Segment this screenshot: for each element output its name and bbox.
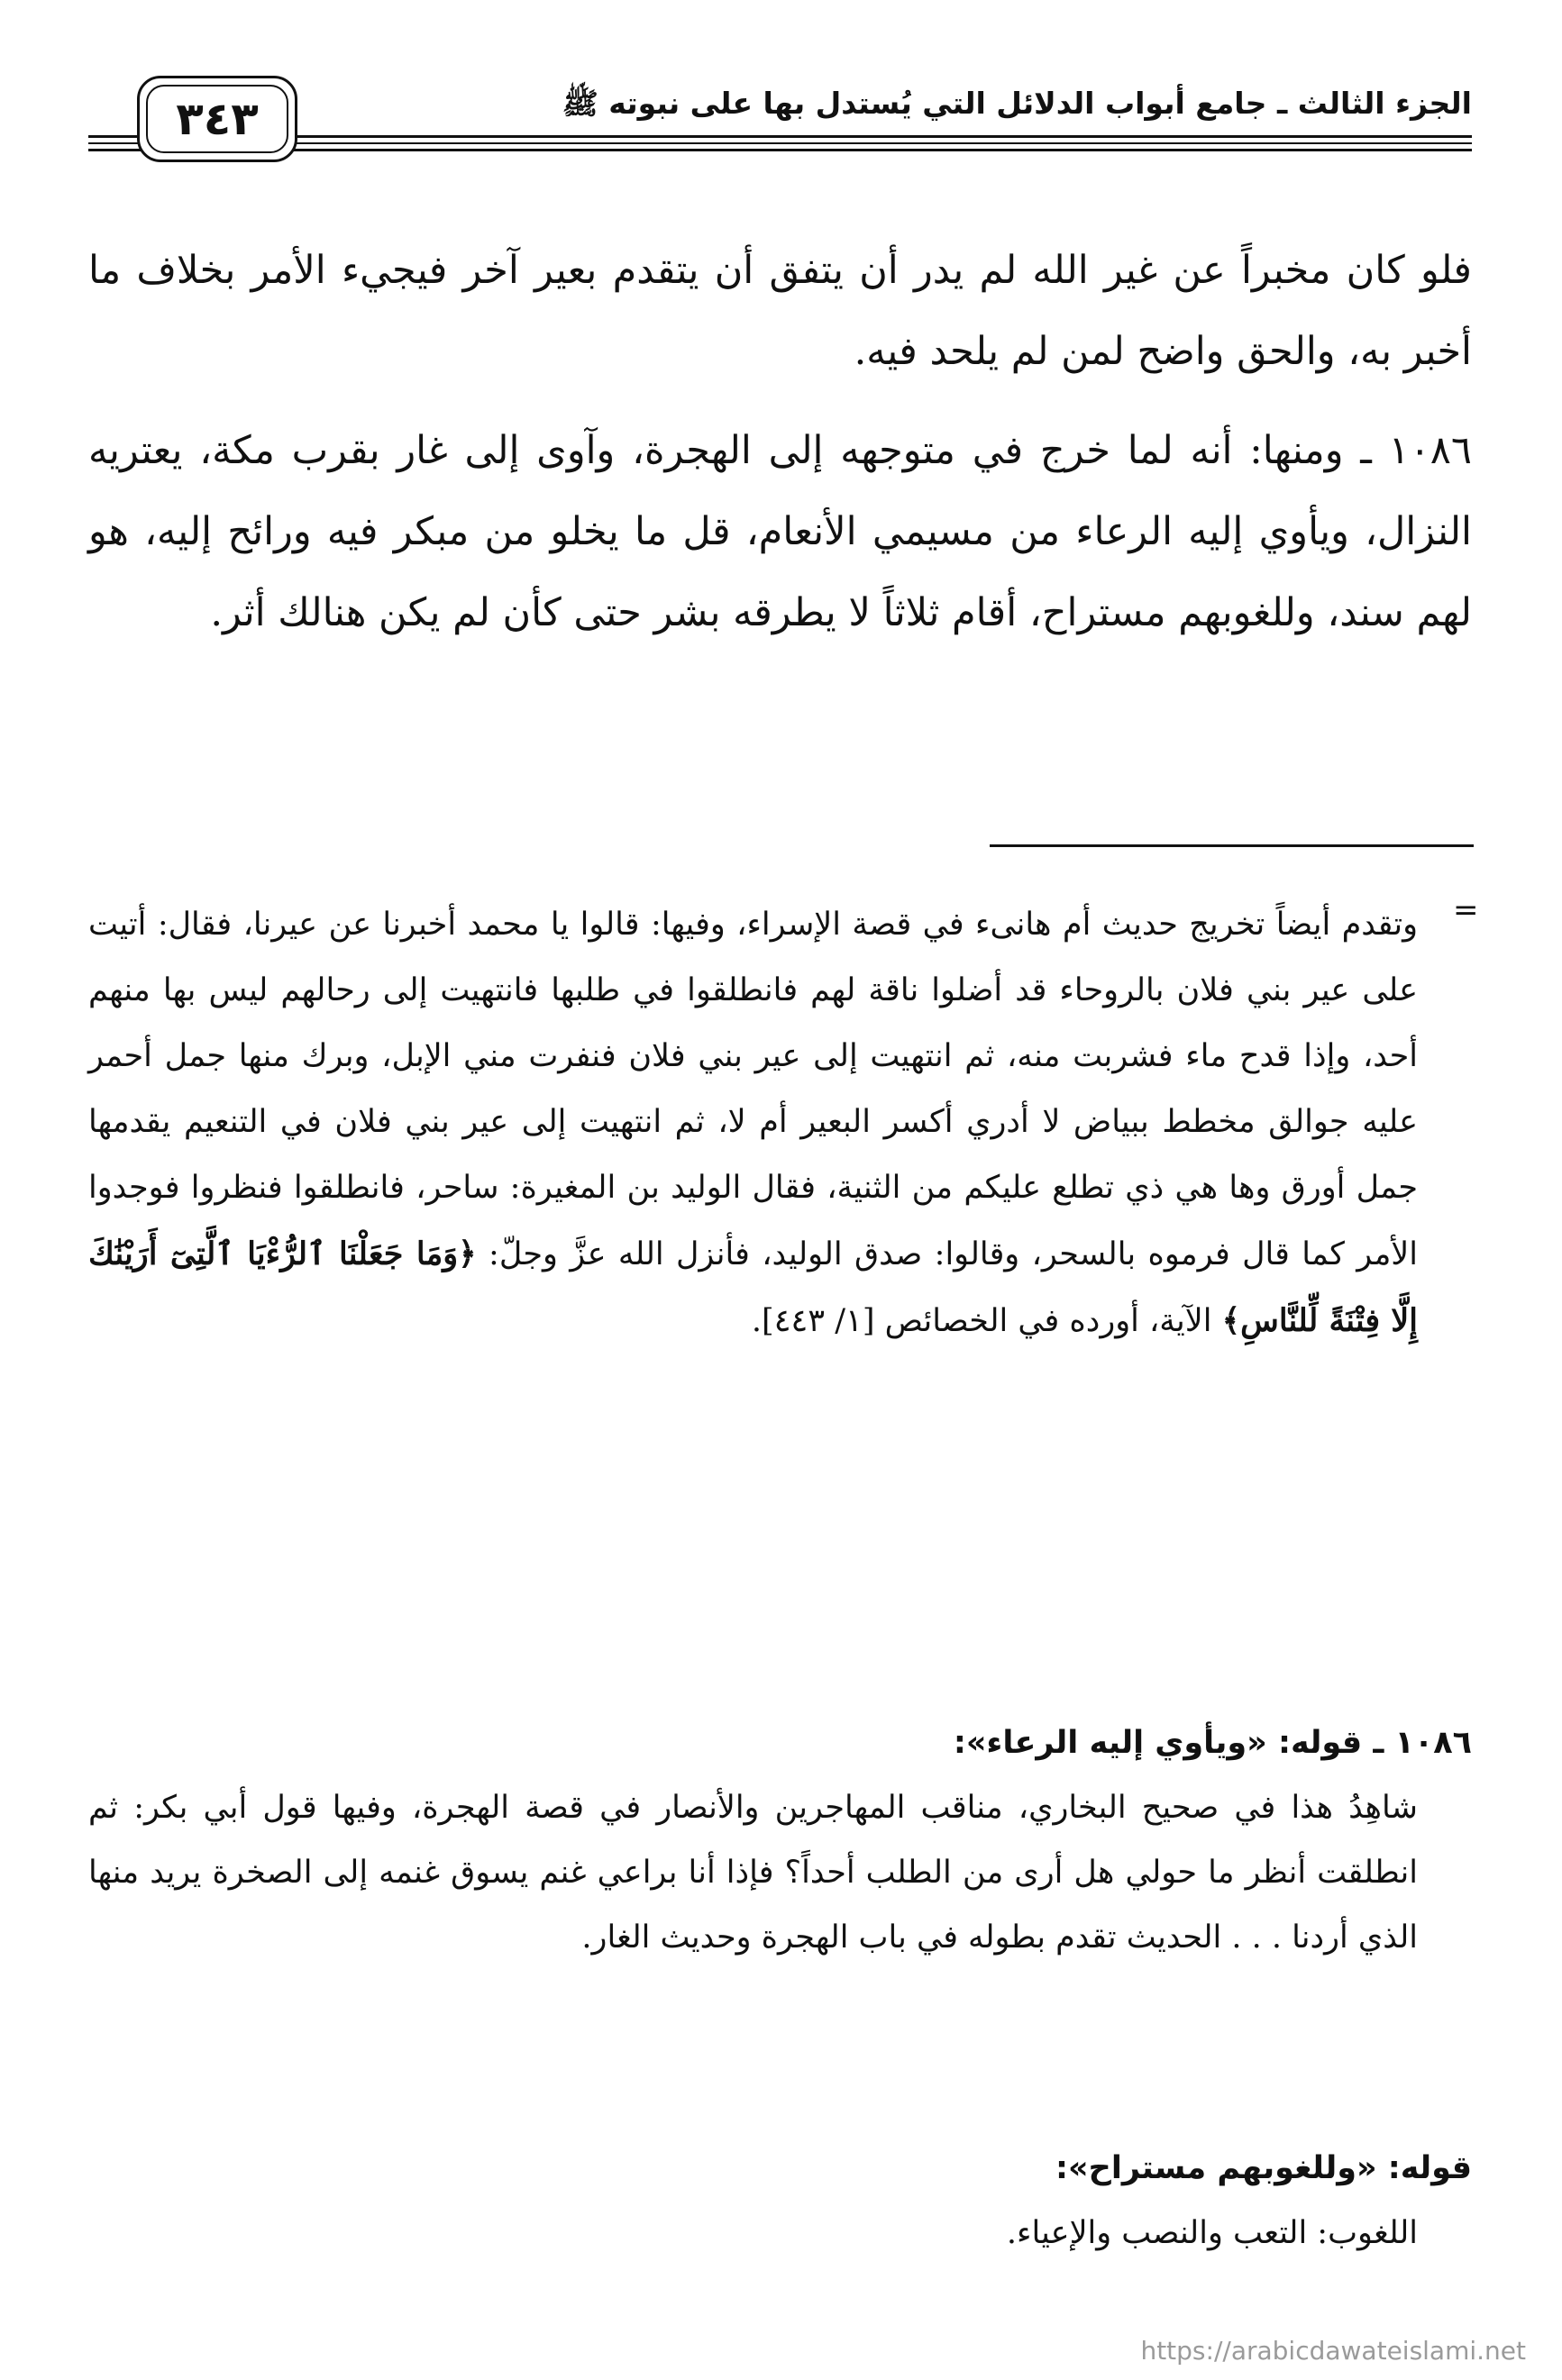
footnote-heading: ١٠٨٦ ـ قوله: «ويأوي إليه الرعاء»: bbox=[953, 1725, 1472, 1761]
footnote-text-after-verse: الآية، أورده في الخصائص [١/ ٤٤٣]. bbox=[751, 1303, 1212, 1339]
header-rule-bottom bbox=[88, 149, 1472, 151]
main-paragraph: فلو كان مخبراً عن غير الله لم يدر أن يتفق أن يتقدم بعير آخر فيجيء الأمر بخلاف ما أخبر به، والحق واضح لمن لم يلحد فيه. bbox=[88, 248, 1472, 374]
footnote-text-before-verse: وتقدم أيضاً تخريج حديث أم هانىء في قصة الإسراء، وفيها: قالوا يا محمد أخبرنا عن عيرنا، فقال: أتيت على عير بني فلان بالروحاء قد أضلوا ناقة لهم فانطلقوا في طلبها فانتهيت إلى رحالهم ليس بها منهم أحد، وإذا قدح ماء فشربت منه، ثم انتهيت إلى عير بني فلان فنفرت مني الإبل، وبرك منها جمل أحمر عليه جوالق مخطط ببياض لا أدري أكسر البعير أم لا، ثم انتهيت إلى عير بني فلان في التنعيم يقدمها جمل أورق وها هي ذي تطلع عليكم من الثنية، فقال الوليد بن المغيرة: ساحر، فانطلقوا فنظروا فوجدوا الأمر كما قال فرموه بالسحر، وقالوا: صدق الوليد، فأنزل الله عزَّ وجلّ: bbox=[88, 907, 1418, 1272]
footnote-body: اللغوب: التعب والنصب والإعياء. bbox=[1006, 2215, 1418, 2251]
footnote-separator bbox=[990, 844, 1474, 847]
watermark-url: https://arabicdawateislami.net bbox=[1140, 2336, 1526, 2366]
main-paragraph: ١٠٨٦ ـ ومنها: أنه لما خرج في متوجهه إلى الهجرة، وآوى إلى غار بقرب مكة، يعتريه النزال، ويأوي إليه الرعاء من مسيمي الأنعام، قل ما يخلو من مبكر فيه ورائح إليه، هو لهم سند، وللغوبهم مستراح، أقام ثلاثاً لا يطرقه بشر حتى كأن لم يكن هنالك أثر. bbox=[88, 428, 1472, 635]
footnote-lughub bbox=[88, 2136, 1472, 2266]
footnote-1086 bbox=[88, 1710, 1472, 1970]
page-number: ٣٤٣ bbox=[146, 85, 288, 153]
footnote-continuation-mark: = bbox=[1453, 892, 1479, 928]
page-number-frame bbox=[137, 76, 297, 162]
footnote-body: شاهِدُ هذا في صحيح البخاري، مناقب المهاجرين والأنصار في قصة الهجرة، وفيها قول أبي بكر: ثم انطلقت أنظر ما حولي هل أرى من الطلب أحداً؟ فإذا أنا براعي غنم يسوق غنمه إلى الصخرة يريد منها الذي أردنا . . . الحديث تقدم بطوله في باب الهجرة وحديث الغار. bbox=[88, 1790, 1418, 1956]
main-text bbox=[88, 230, 1472, 653]
quran-verse: ﴿وَمَا جَعَلْنَا ٱلرُّءْيَا ٱلَّتِىٓ أَرَيْنَٰكَ إِلَّا فِتْنَةً لِّلنَّاسِ﴾ bbox=[88, 1236, 1418, 1339]
running-header-title: الجزء الثالث ـ جامع أبواب الدلائل التي يُستدل بها على نبوته ﷺ bbox=[562, 86, 1472, 121]
footnote-heading: قوله: «وللغوبهم مستراح»: bbox=[1055, 2150, 1472, 2186]
footnote-text bbox=[88, 892, 1418, 1354]
footnote-continued bbox=[88, 892, 1418, 1354]
